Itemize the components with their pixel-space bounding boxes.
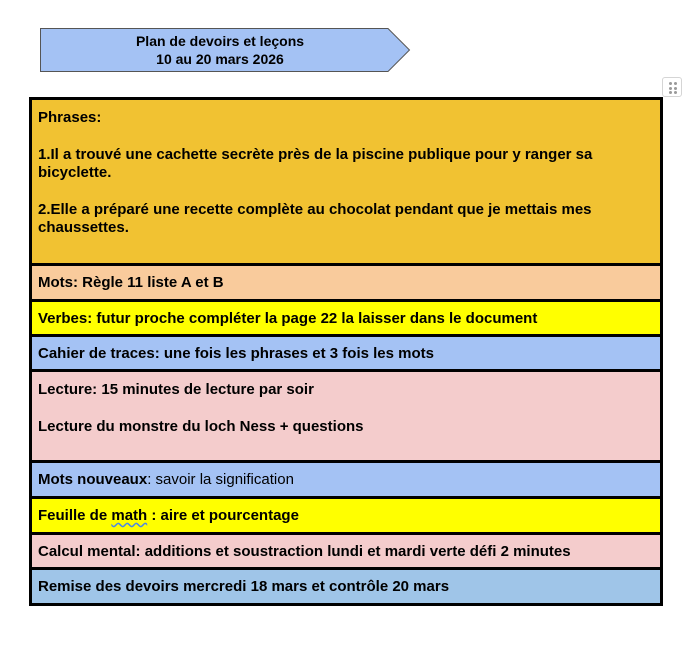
feuille-math: math [111,507,148,524]
drag-handle-icon[interactable] [662,77,682,97]
banner-title: Plan de devoirs et leçons [135,33,305,49]
lecture-cell[interactable] [31,371,662,462]
phrase-1: 1.Il a trouvé une cachette secrète près de la piscine publique pour y ranger sa bicyclette. [38,146,593,181]
banner-dates: 10 au 20 mars 2026 [156,51,284,67]
feuille-before: Feuille de [38,507,112,524]
phrase-2: 2.Elle a préparé une recette complète au chocolat pendant que je mettais mes chaussettes. [38,201,592,236]
homework-table [29,97,663,606]
calcul-text: Calcul mental: additions et soustraction lundi et mardi verte défi 2 minutes [38,543,571,560]
lecture-line-1: Lecture: 15 minutes de lecture par soir [38,381,314,398]
table-row [31,371,662,462]
verbes-cell[interactable] [31,301,662,336]
mots-cell[interactable] [31,265,662,301]
verbes-text: Verbes: futur proche compléter la page 22 la laisser dans le document [38,310,538,327]
phrases-cell[interactable] [31,99,662,265]
cahier-text: Cahier de traces: une fois les phrases et 3 fois les mots [38,345,434,362]
feuille-cell[interactable] [31,498,662,534]
remise-cell[interactable] [31,569,662,605]
feuille-after: : aire et pourcentage [147,507,299,524]
mots-nouveaux-rest: : savoir la signification [147,471,294,488]
mots-text: Mots: Règle 11 liste A et B [38,274,224,291]
cahier-cell[interactable] [31,336,662,371]
table-row [31,462,662,498]
lecture-line-2: Lecture du monstre du loch Ness + questions [38,418,364,435]
table-row [31,301,662,336]
table-row [31,265,662,301]
remise-text: Remise des devoirs mercredi 18 mars et contrôle 20 mars [38,578,450,595]
table-row [31,336,662,371]
table-row [31,534,662,569]
title-banner [40,28,410,72]
banner-text [40,32,400,68]
table-row [31,498,662,534]
calcul-cell[interactable] [31,534,662,569]
table-row [31,99,662,265]
mots-nouveaux-label: Mots nouveaux [38,471,148,488]
table-row [31,569,662,605]
phrases-title: Phrases: [38,109,102,126]
mots-nouveaux-cell[interactable] [31,462,662,498]
